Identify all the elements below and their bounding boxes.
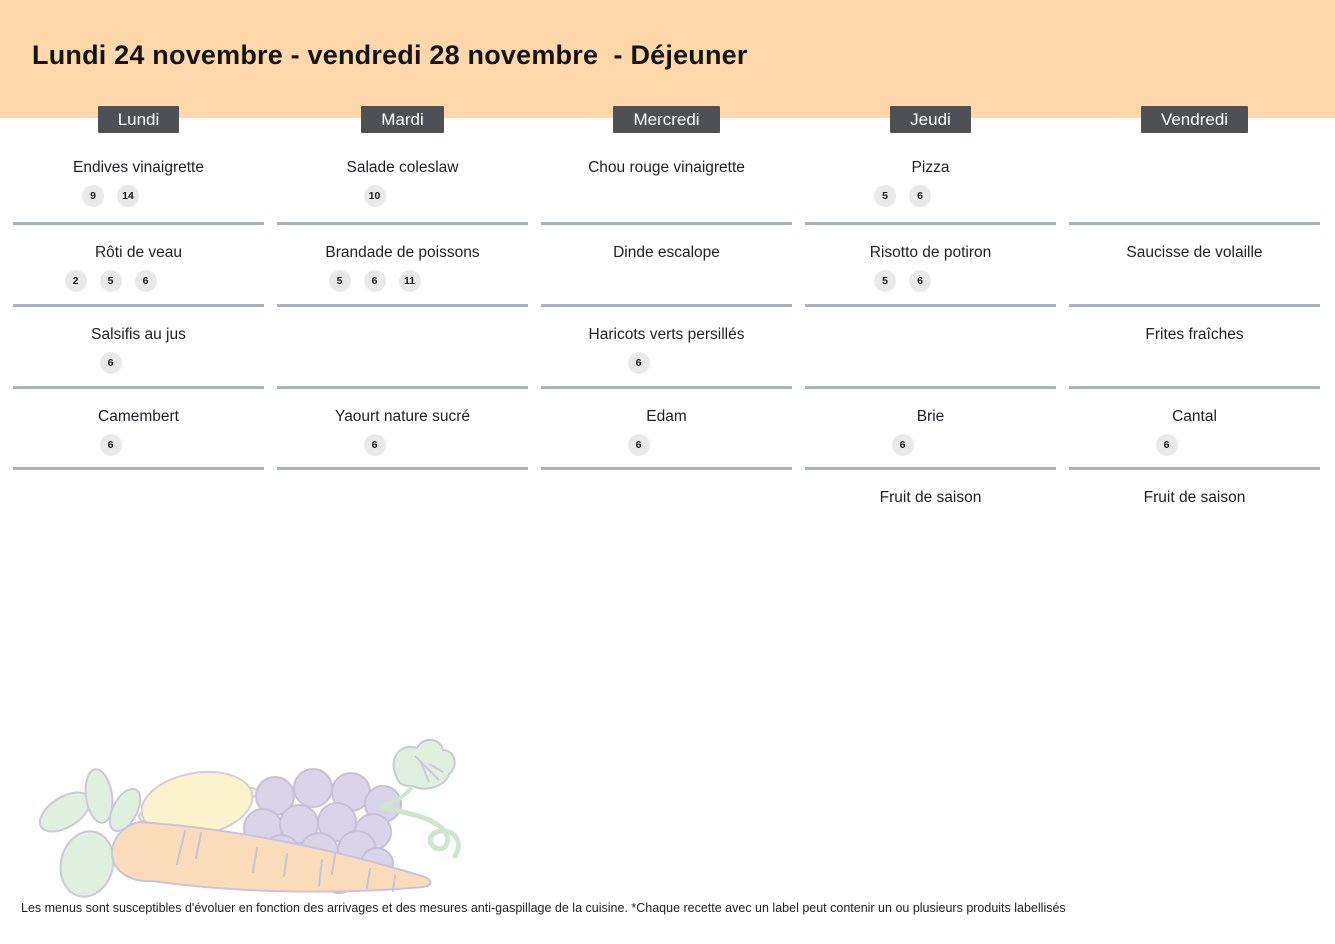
- allergen-badge: 9: [82, 185, 104, 207]
- menu-item-name: Frites fraîches: [1145, 325, 1244, 343]
- allergen-badge: 6: [135, 270, 157, 292]
- allergen-badge: 11: [399, 270, 421, 292]
- page-title: Lundi 24 novembre - vendredi 28 novembre - Déjeuner: [32, 40, 748, 70]
- allergen-badge: 6: [628, 352, 650, 374]
- menu-item: [277, 307, 528, 389]
- day-header-vendredi: Vendredi: [1141, 106, 1248, 133]
- allergen-badges: [13, 185, 236, 207]
- allergen-badges: [13, 352, 236, 374]
- week-grid: [13, 106, 1320, 552]
- allergen-badges: [805, 434, 1028, 456]
- menu-item: [541, 140, 792, 225]
- menu-item: [277, 140, 528, 225]
- menu-item-name: Camembert: [98, 407, 179, 425]
- day-header-jeudi: Jeudi: [890, 106, 971, 133]
- menu-item-name: Pizza: [911, 159, 950, 176]
- day-column-lundi: [13, 106, 264, 552]
- day-header-mercredi: Mercredi: [613, 106, 719, 133]
- day-column-mercredi: [541, 106, 792, 552]
- day-rows: [541, 140, 792, 552]
- menu-item: [541, 389, 792, 471]
- allergen-badge: 5: [100, 270, 122, 292]
- menu-item-name: Endives vinaigrette: [73, 159, 204, 176]
- menu-item-name: Saucisse de volaille: [1126, 244, 1263, 261]
- allergen-badges: [805, 185, 1028, 207]
- footer-note: Les menus sont susceptibles d'évoluer en fonction des arrivages et des mesures anti-gaspillage de la cuisine. *Chaque recette avec un label peut contenir un ou plusieurs produits labellisés: [21, 901, 1066, 915]
- menu-item: [277, 389, 528, 471]
- menu-item: [13, 140, 264, 225]
- menu-item: [277, 225, 528, 307]
- menu-item: [13, 389, 264, 471]
- menu-item-name: Salsifis au jus: [91, 325, 186, 343]
- allergen-badge: 5: [329, 270, 351, 292]
- allergen-badges: [13, 270, 236, 292]
- menu-item: [1069, 307, 1320, 389]
- allergen-badge: 10: [364, 185, 386, 207]
- menu-item: [541, 225, 792, 307]
- day-rows: [13, 140, 264, 552]
- menu-item: [13, 225, 264, 307]
- menu-item-name: Cantal: [1172, 407, 1217, 425]
- allergen-badges: [805, 270, 1028, 292]
- allergen-badges: [277, 434, 500, 456]
- menu-item: [1069, 225, 1320, 307]
- menu-item: [1069, 389, 1320, 471]
- menu-item: [277, 470, 528, 552]
- fruits-vegetables-illustration: [25, 736, 465, 908]
- allergen-badge: 6: [364, 270, 386, 292]
- allergen-badges: [541, 434, 764, 456]
- menu-item-name: Yaourt nature sucré: [335, 407, 470, 425]
- allergen-badges: [13, 434, 236, 456]
- allergen-badges: [541, 352, 764, 374]
- allergen-badge: 6: [100, 434, 122, 456]
- menu-item-name: Chou rouge vinaigrette: [588, 159, 745, 176]
- menu-item-name: Brandade de poissons: [325, 244, 480, 261]
- allergen-badge: 6: [909, 270, 931, 292]
- menu-item: [805, 140, 1056, 225]
- allergen-badge: 6: [909, 185, 931, 207]
- menu-item-name: Fruit de saison: [879, 489, 982, 507]
- allergen-badges: [1069, 434, 1292, 456]
- menu-item-name: Risotto de potiron: [869, 244, 992, 261]
- day-column-jeudi: [805, 106, 1056, 552]
- allergen-badges: [277, 270, 500, 292]
- allergen-badge: 6: [892, 434, 914, 456]
- menu-item: [541, 307, 792, 389]
- menu-item: [805, 470, 1056, 552]
- menu-item-name: Salade coleslaw: [346, 159, 459, 176]
- menu-item: [805, 389, 1056, 471]
- day-column-vendredi: [1069, 106, 1320, 552]
- menu-item: [541, 470, 792, 552]
- menu-item: [805, 225, 1056, 307]
- day-rows: [1069, 140, 1320, 552]
- menu-item: [13, 307, 264, 389]
- allergen-badge: 6: [1156, 434, 1178, 456]
- menu-item-name: Haricots verts persillés: [588, 325, 745, 343]
- allergen-badges: [277, 185, 500, 207]
- allergen-badge: 14: [117, 185, 139, 207]
- allergen-badge: 5: [874, 270, 896, 292]
- menu-item-name: Dinde escalope: [613, 244, 720, 261]
- menu-item: [1069, 470, 1320, 552]
- menu-item-name: Brie: [916, 407, 945, 425]
- menu-item: [805, 307, 1056, 389]
- allergen-badge: 6: [100, 352, 122, 374]
- day-header-lundi: Lundi: [98, 106, 180, 133]
- allergen-badge: 6: [628, 434, 650, 456]
- allergen-badge: 5: [874, 185, 896, 207]
- menu-item: [13, 470, 264, 552]
- day-header-mardi: Mardi: [361, 106, 444, 133]
- day-column-mardi: [277, 106, 528, 552]
- menu-item-name: Edam: [646, 407, 687, 425]
- allergen-badge: 2: [65, 270, 87, 292]
- allergen-badge: 6: [364, 434, 386, 456]
- menu-item: [1069, 140, 1320, 225]
- day-rows: [277, 140, 528, 552]
- menu-item-name: Rôti de veau: [94, 244, 183, 261]
- day-rows: [805, 140, 1056, 552]
- menu-item-name: Fruit de saison: [1143, 489, 1246, 507]
